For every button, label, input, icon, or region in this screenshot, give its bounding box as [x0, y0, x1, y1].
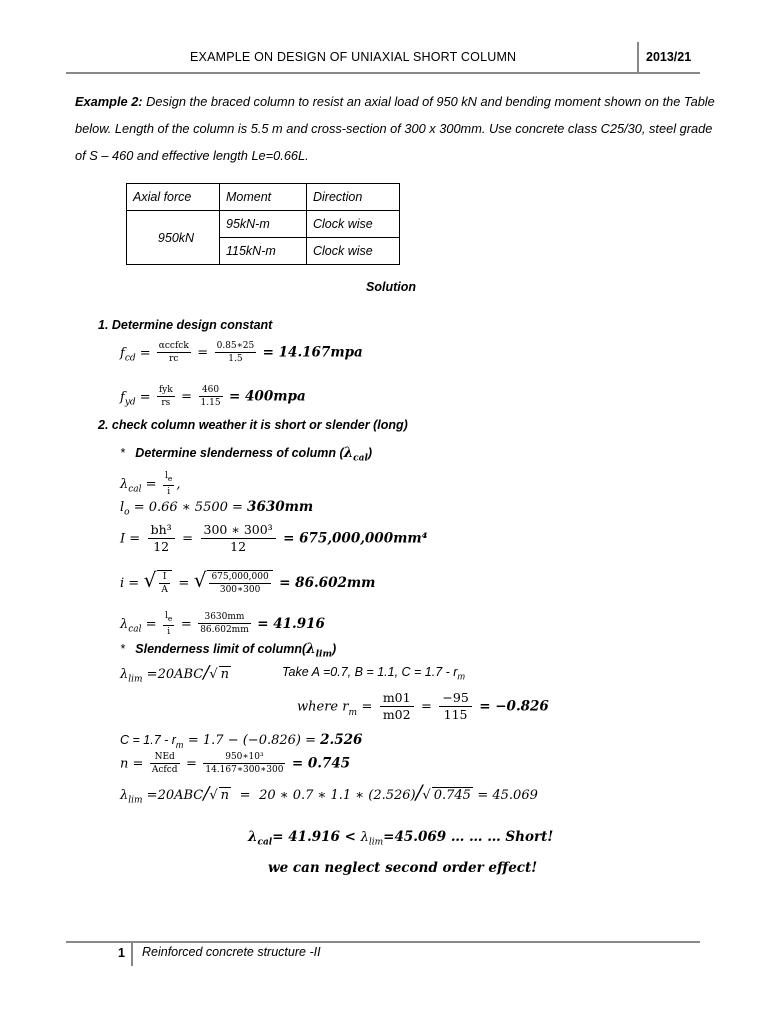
fcd-result: = 14.167mpa — [262, 344, 363, 361]
table-header-axial: Axial force — [127, 184, 220, 211]
fyd-num2: 460 — [199, 384, 223, 397]
lambda-cal-num: 3630mm — [198, 611, 251, 624]
n-num: NEd — [150, 751, 180, 764]
n-num2: 950∗10³ — [203, 751, 285, 764]
n-result: = 0.745 — [291, 755, 351, 772]
step-1-heading: 1. Determine design constant — [98, 318, 273, 332]
footer-rule — [66, 941, 700, 943]
fyd-den: rs — [161, 398, 171, 408]
lo-calc: = 0.66 ∗ 5500 = — [133, 500, 248, 515]
c-calc: = 1.7 − (−0.826) = — [187, 733, 321, 748]
conclusion: we can neglect second order effect! — [268, 860, 538, 876]
lambda-lim-num: 20ABC — [157, 788, 204, 803]
fcd-equation: $f_{cd}$ = $\frac{\text{αccfck}}{rc}$ = $\frac{0.85∗25}{1.5}$ = 14.167mpa — [120, 341, 363, 364]
table-cell-moment-1: 95kN-m — [220, 211, 307, 238]
fcd-den2: 1.5 — [228, 354, 243, 364]
rm-where: where r — [297, 699, 349, 715]
rm-num2: −95 — [439, 690, 471, 707]
header-divider — [637, 42, 639, 74]
coefficients-text: Take A =0.7, B = 1.1, C = 1.7 - r — [282, 665, 458, 679]
table-cell-direction-2: Clock wise — [307, 238, 400, 265]
comparison-left: = 41.916 < — [272, 829, 361, 845]
load-table — [126, 183, 400, 265]
inertia-result: = 675,000,000mm⁴ — [283, 530, 428, 547]
lambda-lim-calc-den: 0.745 — [433, 788, 471, 803]
footer-divider — [131, 942, 133, 966]
step-2-heading: 2. check column weather it is short or slender (long) — [98, 418, 408, 432]
lo-equation: $l_o = 0.66$ ∗ 5500 = 3630mm — [120, 499, 314, 518]
lambda-lim-result: = 45.069 — [477, 788, 538, 803]
slenderness-limit-heading-text: Slenderness limit of column( — [135, 642, 307, 656]
slenderness-heading: * Determine slenderness of column $(\lambda_{cal})$ — [120, 445, 373, 464]
n-den: Acfcd — [151, 765, 178, 775]
gyration-result: = 86.602mm — [279, 575, 376, 591]
page-number: 1 — [118, 946, 125, 960]
header-rule — [66, 72, 700, 74]
table-cell-direction-1: Clock wise — [307, 211, 400, 238]
problem-label: Example 2: — [75, 94, 143, 109]
fyd-den2: 1.15 — [200, 398, 221, 408]
inertia-equation: I = $\frac{\text{bh³}}{12}$ = $\frac{\text{300 ∗ 300³}}{12}$ = 675,000,000mm⁴ — [120, 522, 428, 554]
lambda-cal-equation: $\lambda_{cal}$ = $\frac{l_e}{i}$ = $\frac{3630mm}{86.602mm}$ = 41.916 — [120, 611, 325, 637]
c-equation: $C = 1.7 - r_m = 1.7 - (-0.826) = 2.526$ — [120, 732, 363, 751]
lo-result: 3630mm — [247, 499, 314, 515]
rm-result: = −0.826 — [479, 698, 549, 715]
table-header-direction: Direction — [307, 184, 400, 211]
rm-equation: where $r_m$ = $\frac{m01}{m02}$ = $\frac{-95}{115}$ = −0.826 — [297, 690, 549, 722]
lambda-lim-formula-num: 20ABC — [157, 667, 204, 682]
coefficients-line: Take A =0.7, B = 1.1, $C = 1.7 - r_m$ — [282, 665, 465, 682]
header-title: EXAMPLE ON DESIGN OF UNIAXIAL SHORT COLUMN — [190, 50, 517, 64]
lambda-lim-equation: $\lambda_{lim} =20ABC/√$ n = 20 ∗ 0.7 ∗ 1.1 ∗ (2.526)/√ 0.745 = 45.069 — [120, 780, 538, 806]
fcd-den: rc — [169, 354, 179, 364]
comparison-line: $\lambda_{cal}= 41.916 < \lambda_{lim}=45.069$ … … … Short! — [248, 829, 554, 848]
comparison-right: =45.069 … … … Short! — [383, 829, 554, 845]
fcd-num2: 0.85∗25 — [216, 341, 255, 351]
gyration-num: 675,000,000 — [211, 571, 269, 582]
rm-num: m01 — [380, 690, 414, 707]
fyd-equation: $f_{yd}$ = $\frac{\text{fyk}}{rs}$ = $\frac{460}{1.15}$ = 400mpa — [120, 385, 306, 408]
problem-text: Design the braced column to resist an axial load of 950 kN and bending moment shown on the Table below. Length of the column is 5.5 m and cross-section of 300 x 300mm. Use concrete class C25/30, steel grade of S – 460 and effective length Le=0.66L. — [75, 94, 715, 163]
fyd-num: fyk — [158, 385, 173, 395]
table-cell-axial: 950kN — [127, 211, 220, 265]
inertia-den: 12 — [153, 539, 170, 554]
rm-den2: 115 — [443, 707, 468, 722]
n-den2: 14.167∗300∗300 — [205, 765, 284, 775]
inertia-den2: 12 — [230, 539, 247, 554]
rm-den: m02 — [382, 707, 411, 722]
lambda-lim-formula: $\lambda_{lim} =20ABC/√$ n — [120, 662, 229, 685]
slenderness-heading-text: Determine slenderness of column ( — [135, 446, 344, 460]
lambda-cal-result: = 41.916 — [257, 616, 325, 633]
table-cell-moment-2: 115kN-m — [220, 238, 307, 265]
n-equation: n = $\frac{\text{NEd}}{\text{Acfcd}}$ = $\frac{\text{950∗10³}}{14.167∗300∗300}$ = 0.745 — [120, 752, 351, 775]
fcd-num: αccfck — [158, 341, 189, 351]
radius-gyration-equation: i = √ $\frac{I}{A}$ = √ $\frac{675,000,000}{300∗300}$ = 86.602mm — [120, 568, 376, 595]
table-header-moment: Moment — [220, 184, 307, 211]
lambda-lim-calc-num: 20 ∗ 0.7 ∗ 1.1 ∗ (2.526) — [259, 788, 416, 803]
slenderness-limit-heading: * Slenderness limit of $column(\lambda_{lim})$ — [120, 641, 337, 660]
inertia-num2: 300 ∗ 300³ — [201, 522, 276, 539]
lambda-cal-def: $\lambda_{cal}$ = $\frac{l_e}{i}$ , — [120, 471, 181, 497]
solution-heading: Solution — [366, 280, 416, 294]
header-year: 2013/21 — [646, 50, 692, 64]
problem-statement — [75, 88, 715, 169]
lambda-cal-den: 86.602mm — [200, 625, 249, 636]
c-result: 2.526 — [320, 732, 363, 748]
fyd-result: = 400mpa — [229, 388, 306, 405]
footer-title: Reinforced concrete structure -II — [142, 945, 321, 959]
inertia-num: bh³ — [148, 522, 175, 539]
gyration-den: 300∗300 — [219, 584, 261, 595]
c-line-label: C = 1.7 - r — [120, 733, 176, 747]
